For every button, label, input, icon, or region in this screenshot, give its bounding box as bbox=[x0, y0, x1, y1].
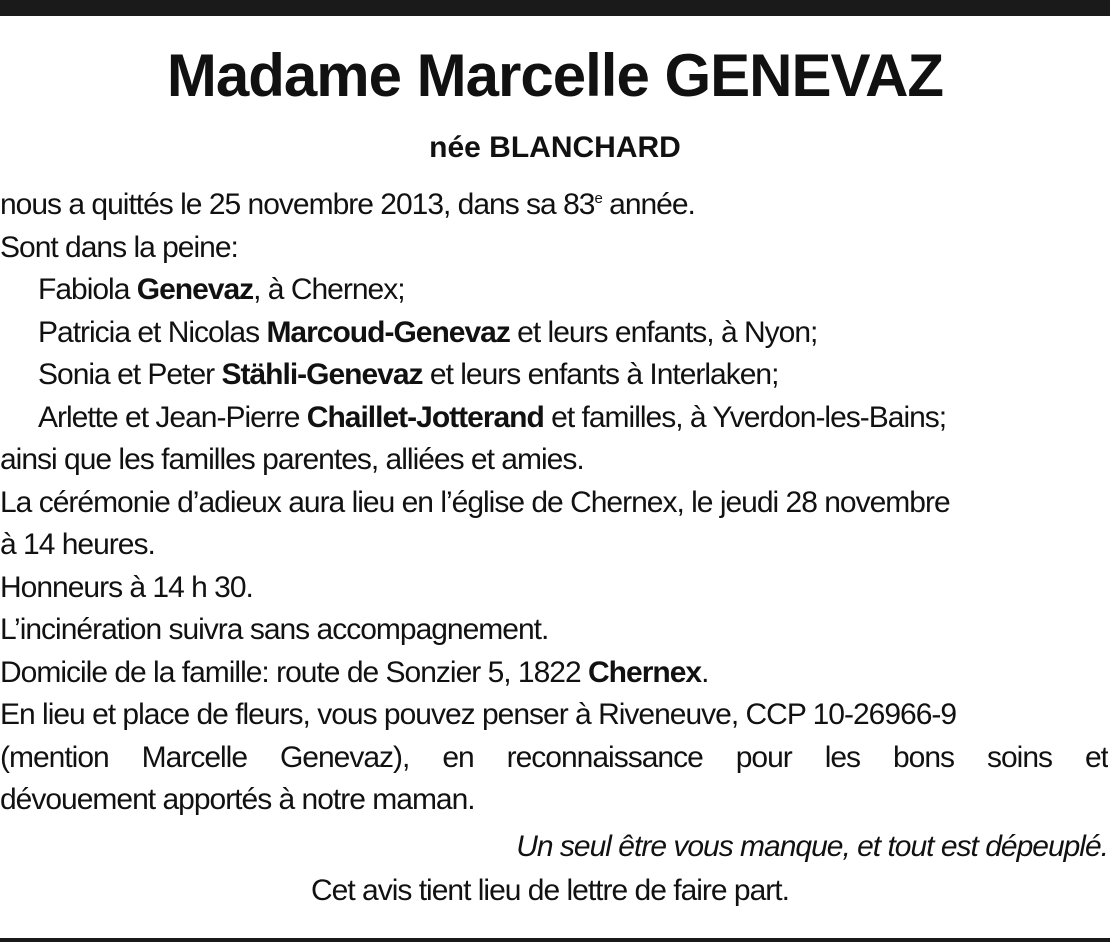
domicile-town: Chernex bbox=[588, 655, 702, 689]
donation-line-2: (mention Marcelle Genevaz), en reconnaissance pour les bons soins et bbox=[0, 740, 1108, 774]
family-name: Genevaz bbox=[136, 273, 254, 306]
mourner-line: Fabiola Genevaz, à Chernex; bbox=[38, 273, 405, 306]
ceremony-line-1: La cérémonie d’adieux aura lieu en l’église de Chernex, le jeudi 28 novembre bbox=[0, 485, 950, 519]
bottom-rule bbox=[0, 938, 1110, 942]
top-rule bbox=[0, 0, 1110, 16]
announcement-line: nous a quittés le 25 novembre 2013, dans sa 83e année. bbox=[0, 188, 695, 221]
motto-quote: Un seul être vous manque, et tout est dépeuplé. bbox=[516, 829, 1108, 863]
domicile-line: Domicile de la famille: route de Sonzier 5, 1822 Chernex. bbox=[0, 655, 709, 689]
ceremony-line-2: à 14 heures. bbox=[0, 528, 155, 561]
mourner-line: Arlette et Jean-Pierre Chaillet-Jotterand et familles, à Yverdon-les-Bains; bbox=[38, 400, 947, 434]
relatives-line: ainsi que les familles parentes, alliées et amies. bbox=[0, 443, 584, 476]
ordinal-suffix: e bbox=[594, 190, 602, 207]
mourner-line: Sonia et Peter Stähli-Genevaz et leurs enfants à Interlaken; bbox=[38, 358, 779, 391]
cremation-line: L’incinération suivra sans accompagnement. bbox=[0, 613, 549, 646]
mourner-line: Patricia et Nicolas Marcoud-Genevaz et leurs enfants, à Nyon; bbox=[38, 315, 818, 349]
donation-line-1: En lieu et place de fleurs, vous pouvez penser à Riveneuve, CCP 10-26966-9 bbox=[0, 698, 957, 731]
closing-line: Cet avis tient lieu de lettre de faire part. bbox=[311, 874, 789, 907]
notice-body bbox=[0, 184, 1108, 913]
donation-line-3: dévouement apportés à notre maman. bbox=[0, 783, 475, 816]
family-name: Marcoud-Genevaz bbox=[266, 315, 510, 349]
maiden-name: née BLANCHARD bbox=[429, 131, 681, 164]
honours-line: Honneurs à 14 h 30. bbox=[0, 570, 253, 604]
family-name: Stähli-Genevaz bbox=[221, 358, 423, 391]
family-name: Chaillet-Jotterand bbox=[306, 400, 544, 434]
deceased-name: Madame Marcelle GENEVAZ bbox=[166, 42, 944, 109]
mourners-intro: Sont dans la peine: bbox=[0, 230, 238, 264]
